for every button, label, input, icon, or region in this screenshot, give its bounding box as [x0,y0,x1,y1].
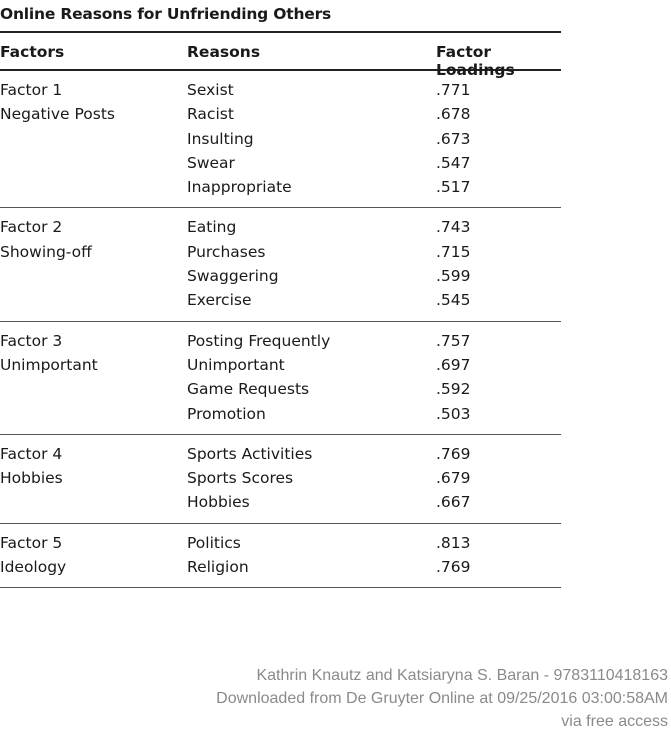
reason-cell: Sexist [187,81,234,99]
reason-cell: Sports Activities [187,444,313,463]
loading-cell: .599 [436,267,471,286]
table-row [0,443,561,467]
reason-cell: Sports Scores [187,469,294,488]
footer-line: Downloaded from De Gruyter Online at 09/25/2016 03:00:58AM [216,690,668,707]
factor-label: Factor 2 [0,218,63,237]
loading-cell: .769 [436,558,471,577]
table-row [0,79,561,103]
table-row [0,556,561,580]
loading-cell: .813 [436,533,471,552]
factor-group [0,71,561,208]
reason-cell: Racist [187,105,234,124]
factor-name: Hobbies [0,469,63,488]
reason-cell: Promotion [187,404,266,423]
reason-cell: Inappropriate [187,178,292,197]
table-row [0,403,561,427]
loading-cell: .547 [436,153,471,172]
loading-cell: .592 [436,380,471,399]
reason-cell: Politics [187,533,241,552]
factor-name: Negative Posts [0,105,115,124]
loading-cell: .715 [436,242,471,261]
factor-name: Ideology [0,558,67,577]
footer-line: via free access [561,713,668,730]
loading-cell: .679 [436,469,471,488]
reason-cell: Insulting [187,129,254,148]
factor-name: Showing-off [0,242,92,261]
factor-table [0,31,561,588]
table-row [0,467,561,491]
loading-cell: .667 [436,493,471,512]
table-row [0,128,561,152]
factor-name: Unimportant [0,355,98,374]
loading-cell: .697 [436,355,471,374]
factor-label: Factor 1 [0,81,63,99]
reason-cell: Unimportant [187,355,285,374]
table-row [0,330,561,354]
loading-cell: .545 [436,291,471,310]
table-row [0,103,561,127]
reason-cell: Religion [187,558,249,577]
loading-cell: .503 [436,404,471,423]
loading-cell: .743 [436,218,471,237]
reason-cell: Posting Frequently [187,331,331,350]
loading-cell: .771 [436,81,471,99]
reason-cell: Hobbies [187,493,250,512]
factor-label: Factor 3 [0,331,63,350]
table-row [0,216,561,240]
table-row [0,265,561,289]
header-reasons: Reasons [187,43,261,61]
factor-label: Factor 5 [0,533,63,552]
loading-cell: .757 [436,331,471,350]
header-factors: Factors [0,43,65,61]
factor-group [0,208,561,321]
loading-cell: .673 [436,129,471,148]
table-row [0,491,561,515]
loading-cell: .769 [436,444,471,463]
table-row [0,176,561,200]
header-loadings: Factor Loadings [436,43,515,79]
table-body [0,71,561,587]
reason-cell: Game Requests [187,380,310,399]
loading-cell: .517 [436,178,471,197]
factor-group [0,435,561,524]
table-row [0,378,561,402]
reason-cell: Swear [187,153,235,172]
reason-cell: Exercise [187,291,252,310]
download-footer [216,664,668,733]
factor-label: Factor 4 [0,444,63,463]
table-row [0,241,561,265]
reason-cell: Purchases [187,242,266,261]
table-header [0,33,561,79]
table-row [0,289,561,313]
factor-group [0,524,561,588]
table-row [0,354,561,378]
loading-cell: .678 [436,105,471,124]
reason-cell: Eating [187,218,237,237]
table-caption: Online Reasons for Unfriending Others [0,5,332,23]
footer-line: Kathrin Knautz and Katsiaryna S. Baran - 9783110418163 [256,667,668,684]
factor-group [0,322,561,435]
table-row [0,152,561,176]
table-row [0,532,561,556]
reason-cell: Swaggering [187,267,279,286]
